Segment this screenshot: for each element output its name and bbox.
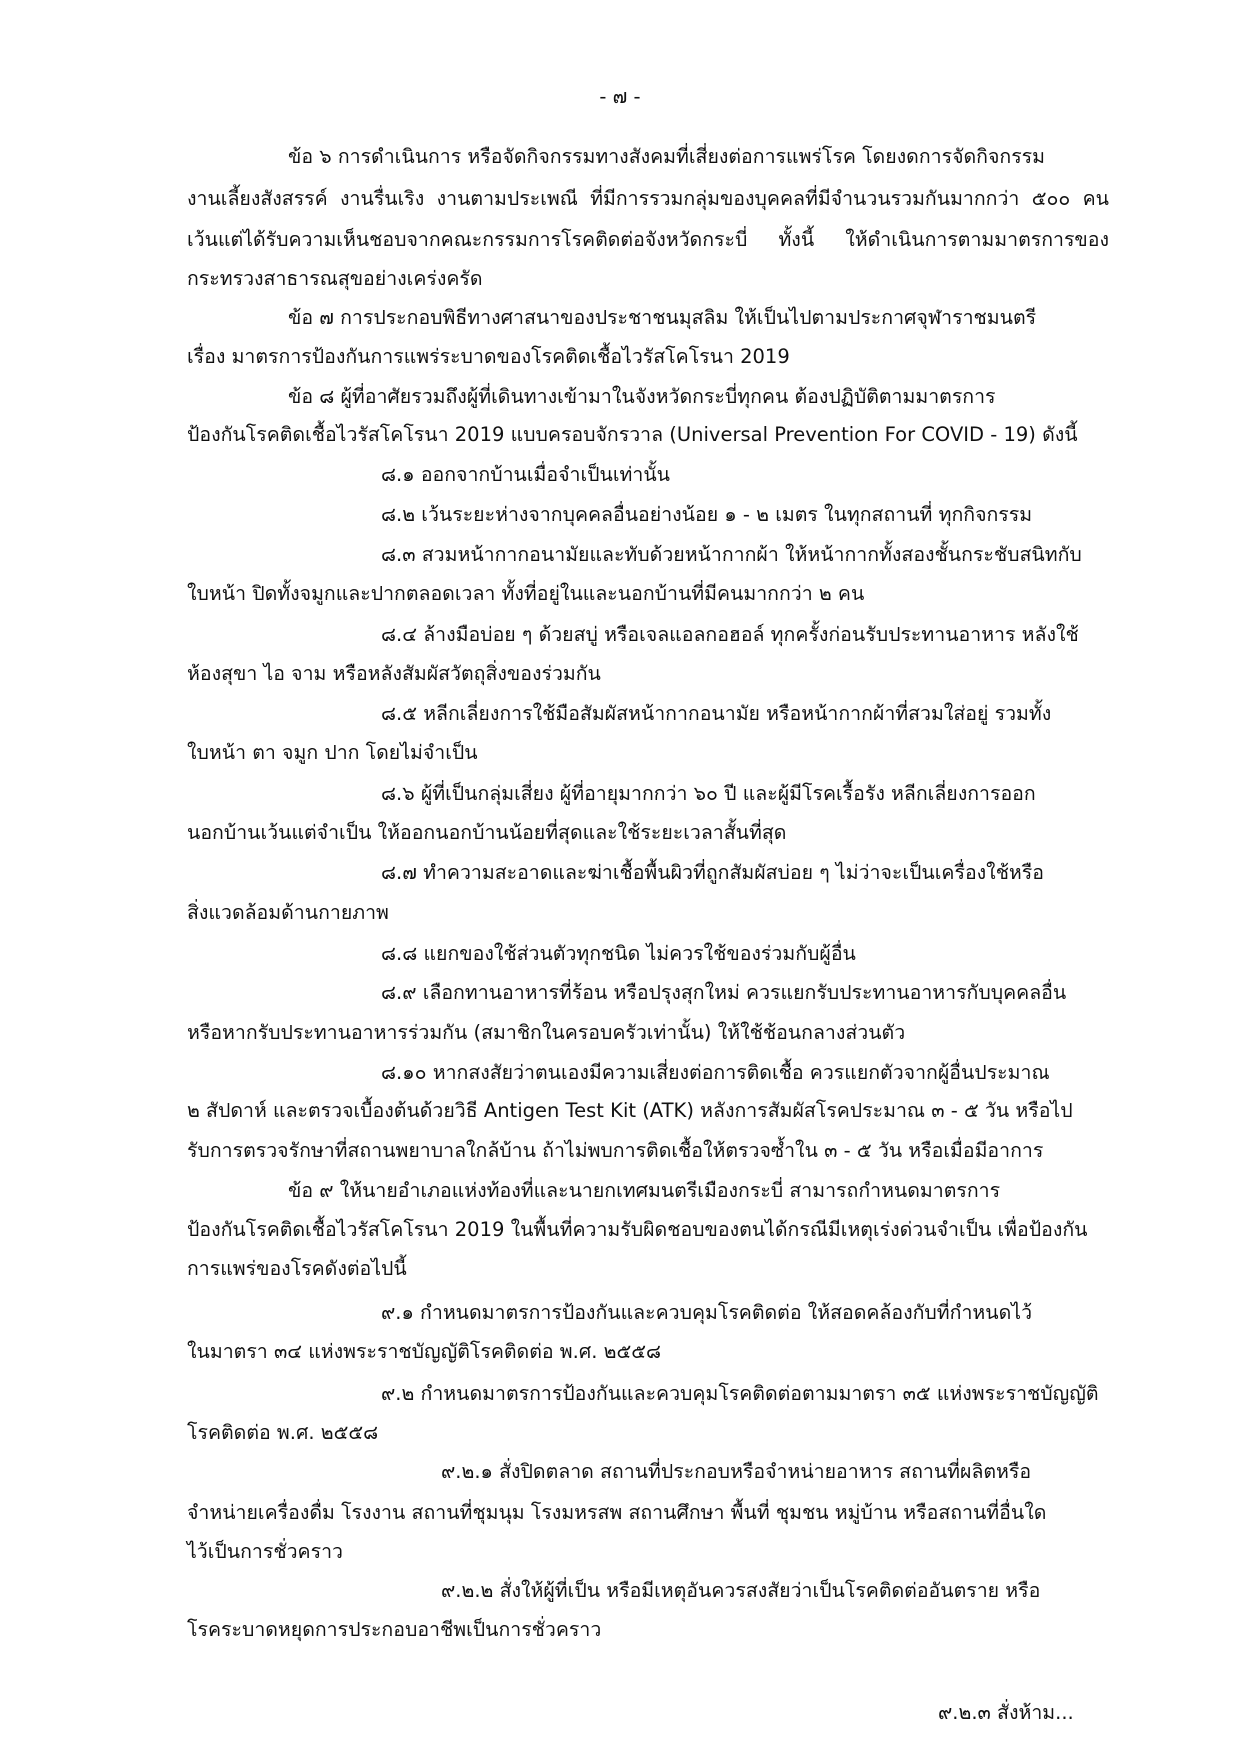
line-37: ๙.๒.๒ สั่งให้ผู้ที่เป็น หรือมีเหตุอันควรสงสัยว่าเป็นโรคติดต่ออันตราย หรือ bbox=[441, 1579, 1041, 1602]
line-12: ใบหน้า ปิดทั้งจมูกและปากตลอดเวลา ทั้งที่อยู่ในและนอกบ้านที่มีคนมากกว่า ๒ คน bbox=[187, 582, 865, 605]
next-page-cue: ๙.๒.๓ สั่งห้าม... bbox=[938, 1701, 1074, 1724]
line-2: งานเลี้ยงสังสรรค์ งานรื่นเริง งานตามประเพณี ที่มีการรวมกลุ่มของบุคคลที่มีจำนวนรวมกันมากกว่า ๕๐๐ คน bbox=[187, 187, 1109, 210]
line-3: เว้นแต่ได้รับความเห็นชอบจากคณะกรรมการโรคติดต่อจังหวัดกระบี่ ทั้งนี้ ให้ดำเนินการตามมาตรการของ bbox=[187, 228, 1109, 251]
line-33: โรคติดต่อ พ.ศ. ๒๕๕๘ bbox=[187, 1421, 379, 1444]
line-1: ข้อ ๖ การดำเนินการ หรือจัดกิจกรรมทางสังคมที่เสี่ยงต่อการแพร่โรค โดยงดการจัดกิจกรรม bbox=[288, 145, 1045, 168]
line-27: ข้อ ๙ ให้นายอำเภอแห่งท้องที่และนายกเทศมนตรีเมืองกระบี่ สามารถกำหนดมาตรการ bbox=[288, 1179, 1001, 1202]
line-32: ๙.๒ กำหนดมาตรการป้องกันและควบคุมโรคติดต่อตามมาตรา ๓๕ แห่งพระราชบัญญัติ bbox=[381, 1382, 1099, 1405]
line-13: ๘.๔ ล้างมือบ่อย ๆ ด้วยสบู่ หรือเจลแอลกอฮอล์ ทุกครั้งก่อนรับประทานอาหาร หลังใช้ bbox=[381, 623, 1079, 646]
line-16: ใบหน้า ตา จมูก ปาก โดยไม่จำเป็น bbox=[187, 741, 478, 764]
line-38: โรคระบาดหยุดการประกอบอาชีพเป็นการชั่วคราว bbox=[187, 1618, 602, 1641]
page-number: - ๗ - bbox=[599, 85, 641, 108]
line-24: ๘.๑๐ หากสงสัยว่าตนเองมีความเสี่ยงต่อการติดเชื้อ ควรแยกตัวจากผู้อื่นประมาณ bbox=[381, 1061, 1050, 1084]
line-35: จำหน่ายเครื่องดื่ม โรงงาน สถานที่ชุมนุม โรงมหรสพ สถานศึกษา พื้นที่ ชุมชน หมู่บ้าน หรือสถานที่อื่นใด bbox=[187, 1501, 1047, 1524]
line-31: ในมาตรา ๓๔ แห่งพระราชบัญญัติโรคติดต่อ พ.ศ. ๒๕๕๘ bbox=[187, 1340, 662, 1363]
line-28: ป้องกันโรคติดเชื้อไวรัสโคโรนา 2019 ในพื้นที่ความรับผิดชอบของตนได้กรณีมีเหตุเร่งด่วนจำเป็น เพื่อป้องกัน bbox=[187, 1218, 1088, 1241]
line-23: หรือหากรับประทานอาหารร่วมกัน (สมาชิกในครอบครัวเท่านั้น) ให้ใช้ช้อนกลางส่วนตัว bbox=[187, 1021, 906, 1044]
line-25: ๒ สัปดาห์ และตรวจเบื้องต้นด้วยวิธี Antigen Test Kit (ATK) หลังการสัมผัสโรคประมาณ ๓ - ๕ วัน หรือไป bbox=[187, 1099, 1073, 1122]
line-4: กระทรวงสาธารณสุขอย่างเคร่งครัด bbox=[187, 267, 483, 290]
line-18: นอกบ้านเว้นแต่จำเป็น ให้ออกนอกบ้านน้อยที่สุดและใช้ระยะเวลาสั้นที่สุด bbox=[187, 821, 787, 844]
line-7: ข้อ ๘ ผู้ที่อาศัยรวมถึงผู้ที่เดินทางเข้ามาในจังหวัดกระบี่ทุกคน ต้องปฏิบัติตามมาตรการ bbox=[288, 385, 996, 408]
line-10: ๘.๒ เว้นระยะห่างจากบุคคลอื่นอย่างน้อย ๑ - ๒ เมตร ในทุกสถานที่ ทุกกิจกรรม bbox=[381, 503, 1033, 526]
line-34: ๙.๒.๑ สั่งปิดตลาด สถานที่ประกอบหรือจำหน่ายอาหาร สถานที่ผลิตหรือ bbox=[441, 1460, 1032, 1483]
line-14: ห้องสุขา ไอ จาม หรือหลังสัมผัสวัตถุสิ่งของร่วมกัน bbox=[187, 662, 601, 685]
line-19: ๘.๗ ทำความสะอาดและฆ่าเชื้อพื้นผิวที่ถูกสัมผัสบ่อย ๆ ไม่ว่าจะเป็นเครื่องใช้หรือ bbox=[381, 861, 1044, 884]
line-29: การแพร่ของโรคดังต่อไปนี้ bbox=[187, 1257, 407, 1280]
line-9: ๘.๑ ออกจากบ้านเมื่อจำเป็นเท่านั้น bbox=[381, 463, 670, 486]
line-6: เรื่อง มาตรการป้องกันการแพร่ระบาดของโรคติดเชื้อไวรัสโคโรนา 2019 bbox=[187, 345, 790, 368]
line-8: ป้องกันโรคติดเชื้อไวรัสโคโรนา 2019 แบบครอบจักรวาล (Universal Prevention For COVID - 19) ดังนี้ bbox=[187, 423, 1078, 446]
line-26: รับการตรวจรักษาที่สถานพยาบาลใกล้บ้าน ถ้าไม่พบการติดเชื้อให้ตรวจซ้ำใน ๓ - ๕ วัน หรือเมื่อมีอาการ bbox=[187, 1139, 1044, 1162]
line-36: ไว้เป็นการชั่วคราว bbox=[187, 1540, 343, 1563]
line-21: ๘.๘ แยกของใช้ส่วนตัวทุกชนิด ไม่ควรใช้ของร่วมกับผู้อื่น bbox=[381, 942, 856, 965]
line-30: ๙.๑ กำหนดมาตรการป้องกันและควบคุมโรคติดต่อ ให้สอดคล้องกับที่กำหนดไว้ bbox=[381, 1301, 1033, 1324]
line-5: ข้อ ๗ การประกอบพิธีทางศาสนาของประชาชนมุสลิม ให้เป็นไปตามประกาศจุฬาราชมนตรี bbox=[288, 306, 1037, 329]
line-17: ๘.๖ ผู้ที่เป็นกลุ่มเสี่ยง ผู้ที่อายุมากกว่า ๖๐ ปี และผู้มีโรคเรื้อรัง หลีกเลี่ยงการออก bbox=[381, 782, 1036, 805]
line-20: สิ่งแวดล้อมด้านกายภาพ bbox=[187, 901, 389, 924]
line-11: ๘.๓ สวมหน้ากากอนามัยและทับด้วยหน้ากากผ้า ให้หน้ากากทั้งสองชั้นกระชับสนิทกับ bbox=[381, 543, 1082, 566]
line-15: ๘.๕ หลีกเลี่ยงการใช้มือสัมผัสหน้ากากอนามัย หรือหน้ากากผ้าที่สวมใส่อยู่ รวมทั้ง bbox=[381, 702, 1052, 725]
line-22: ๘.๙ เลือกทานอาหารที่ร้อน หรือปรุงสุกใหม่ ควรแยกรับประทานอาหารกับบุคคลอื่น bbox=[381, 981, 1067, 1004]
